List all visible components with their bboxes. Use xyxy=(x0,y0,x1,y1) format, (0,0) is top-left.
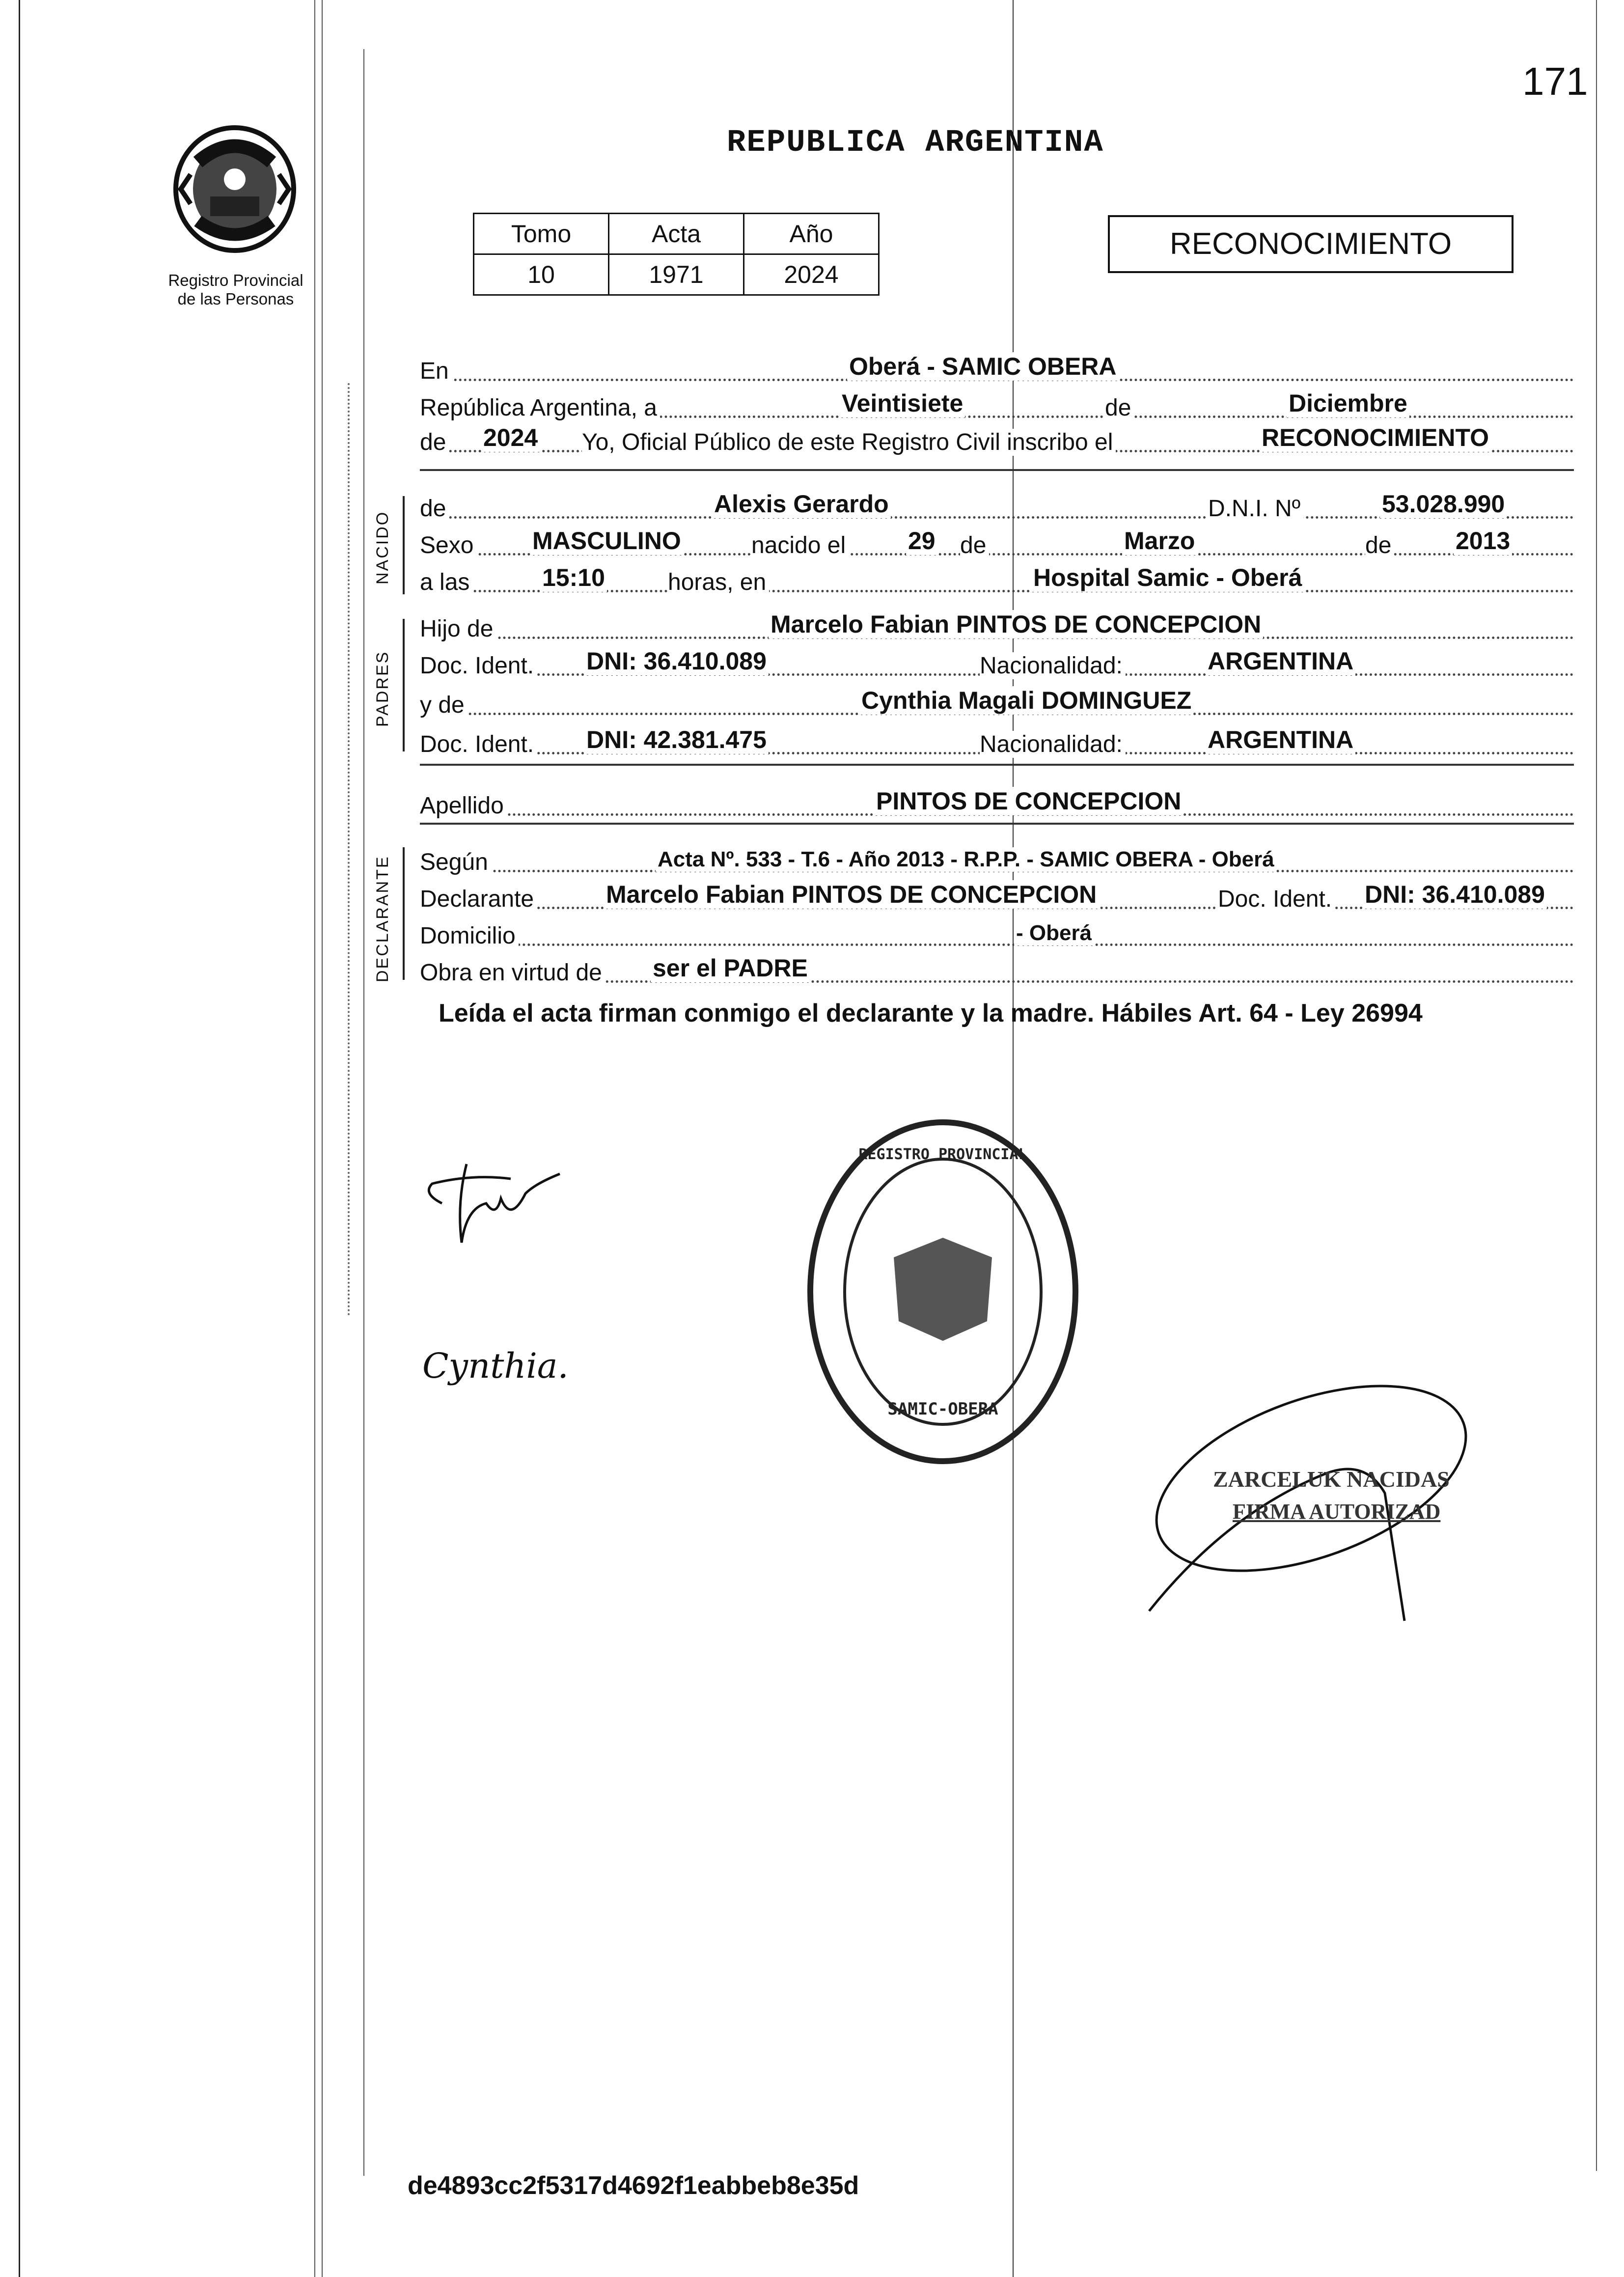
value-mother-nationality: ARGENTINA xyxy=(1206,725,1355,754)
value-surname: PINTOS DE CONCEPCION xyxy=(874,787,1183,815)
margin-line xyxy=(322,0,323,2277)
value-child-dni: 53.028.990 xyxy=(1380,490,1507,518)
label-nacido: nacido el xyxy=(751,532,849,559)
value-mother-doc: DNI: 42.381.475 xyxy=(584,725,769,754)
row-declarant xyxy=(420,879,1574,912)
row-address xyxy=(420,916,1574,949)
value-ano: 2024 xyxy=(744,254,879,295)
value-sex: MASCULINO xyxy=(530,527,683,555)
registry-label-line2: de las Personas xyxy=(177,290,294,308)
section-divider xyxy=(420,469,1574,471)
value-address: - Oberá xyxy=(1014,921,1094,945)
label-republica: República Argentina, a xyxy=(420,394,660,421)
row-sex-birth xyxy=(420,526,1574,558)
side-label-padres: PADRES xyxy=(373,650,392,727)
value-according-to: Acta Nº. 533 - T.6 - Año 2013 - R.P.P. - SAMIC OBERA - Oberá xyxy=(656,847,1276,872)
label-horas: horas, en xyxy=(668,569,769,596)
label-doc: Doc. Ident. xyxy=(420,731,537,758)
reference-table xyxy=(473,213,880,296)
row-year xyxy=(420,422,1574,455)
header-acta: Acta xyxy=(609,214,744,254)
label-declarante: Declarante xyxy=(420,886,537,913)
value-birth-year: 2013 xyxy=(1454,527,1512,555)
value-declarant-doc: DNI: 36.410.089 xyxy=(1363,880,1547,909)
label-de: de xyxy=(1365,532,1394,559)
label-de: de xyxy=(420,495,449,522)
margin-line xyxy=(1596,0,1597,2171)
closing-note: Leída el acta firman conmigo el declarante y la madre. Hábiles Art. 64 - Ley 26994 xyxy=(439,999,1423,1027)
label-domicilio: Domicilio xyxy=(420,922,519,949)
value-child-name: Alexis Gerardo xyxy=(712,490,891,518)
value-father-doc: DNI: 36.410.089 xyxy=(584,647,769,675)
value-acta: 1971 xyxy=(609,254,744,295)
value-declarant-name: Marcelo Fabian PINTOS DE CONCEPCION xyxy=(604,880,1099,909)
value-tomo: 10 xyxy=(474,254,609,295)
row-father xyxy=(420,609,1574,642)
label-sexo: Sexo xyxy=(420,532,476,559)
official-role: FIRMA AUTORIZAD xyxy=(1233,1499,1441,1524)
side-label-declarante: DECLARANTE xyxy=(373,855,392,982)
section-divider xyxy=(420,823,1574,825)
label-doc: Doc. Ident. xyxy=(420,652,537,679)
header-tomo: Tomo xyxy=(474,214,609,254)
value-birth-day: 29 xyxy=(906,527,937,555)
margin-line xyxy=(314,0,315,2277)
label-nacionalidad: Nacionalidad: xyxy=(980,731,1126,758)
label-en: En xyxy=(420,358,452,385)
label-de: de xyxy=(1105,394,1134,421)
value-year: 2024 xyxy=(481,423,540,452)
margin-dots xyxy=(348,383,350,1316)
label-nacionalidad: Nacionalidad: xyxy=(980,652,1126,679)
label-de: de xyxy=(960,532,989,559)
row-mother-doc xyxy=(420,724,1574,757)
page-number: 171 xyxy=(1522,59,1588,103)
mother-signature: Cynthia. xyxy=(422,1346,569,1386)
value-by-virtue: ser el PADRE xyxy=(651,954,810,982)
row-date xyxy=(420,388,1574,421)
svg-text:SAMIC-OBERA: SAMIC-OBERA xyxy=(887,1399,998,1419)
label-apellido: Apellido xyxy=(420,792,507,819)
side-label-nacido: NACIDO xyxy=(373,510,392,584)
margin-line xyxy=(363,49,364,2176)
value-mother-name: Cynthia Magali DOMINGUEZ xyxy=(859,686,1193,715)
row-child-name xyxy=(420,489,1574,522)
value-birth-place: Hospital Samic - Oberá xyxy=(1031,563,1304,592)
label-a-las: a las xyxy=(420,569,472,596)
section-bracket xyxy=(403,496,405,594)
acta-type-box: RECONOCIMIENTO xyxy=(1108,215,1514,273)
official-name: ZARCELUK NACIDAS xyxy=(1213,1467,1450,1492)
value-birth-time: 15:10 xyxy=(540,563,607,592)
label-doc: Doc. Ident. xyxy=(1218,886,1335,913)
svg-text:REGISTRO PROVINCIAL: REGISTRO PROVINCIAL xyxy=(858,1146,1027,1163)
row-mother xyxy=(420,685,1574,718)
value-father-name: Marcelo Fabian PINTOS DE CONCEPCION xyxy=(769,610,1263,639)
row-segun xyxy=(420,842,1574,875)
section-divider xyxy=(420,764,1574,766)
label-y-de: y de xyxy=(420,692,468,719)
margin-line xyxy=(19,0,20,2277)
value-birth-month: Marzo xyxy=(1122,527,1197,555)
value-father-nationality: ARGENTINA xyxy=(1206,647,1355,675)
document-hash: de4893cc2f5317d4692f1eabbeb8e35d xyxy=(408,2171,859,2200)
label-hijo: Hijo de xyxy=(420,615,496,642)
section-bracket xyxy=(403,847,405,980)
registry-label-line1: Registro Provincial xyxy=(168,271,303,289)
header-ano: Año xyxy=(744,214,879,254)
row-place xyxy=(420,351,1574,384)
label-statement: Yo, Oficial Público de este Registro Civil inscribo el xyxy=(582,429,1116,456)
row-time-place xyxy=(420,562,1574,595)
section-bracket xyxy=(403,619,405,751)
declarant-signature xyxy=(413,1144,575,1272)
value-act: RECONOCIMIENTO xyxy=(1260,423,1491,452)
row-surname xyxy=(420,786,1574,819)
document-title: REPUBLICA ARGENTINA xyxy=(727,125,1104,161)
value-day: Veintisiete xyxy=(840,389,965,417)
label-segun: Según xyxy=(420,849,491,876)
province-crest-logo xyxy=(161,115,308,263)
row-virtue xyxy=(420,953,1574,986)
label-dni: D.N.I. Nº xyxy=(1208,495,1303,522)
label-de: de xyxy=(420,429,449,456)
registry-label xyxy=(147,271,324,308)
value-place: Oberá - SAMIC OBERA xyxy=(847,352,1119,381)
value-month: Diciembre xyxy=(1287,389,1409,417)
label-obra: Obra en virtud de xyxy=(420,959,605,986)
row-father-doc xyxy=(420,646,1574,679)
registry-seal xyxy=(796,1115,1090,1469)
